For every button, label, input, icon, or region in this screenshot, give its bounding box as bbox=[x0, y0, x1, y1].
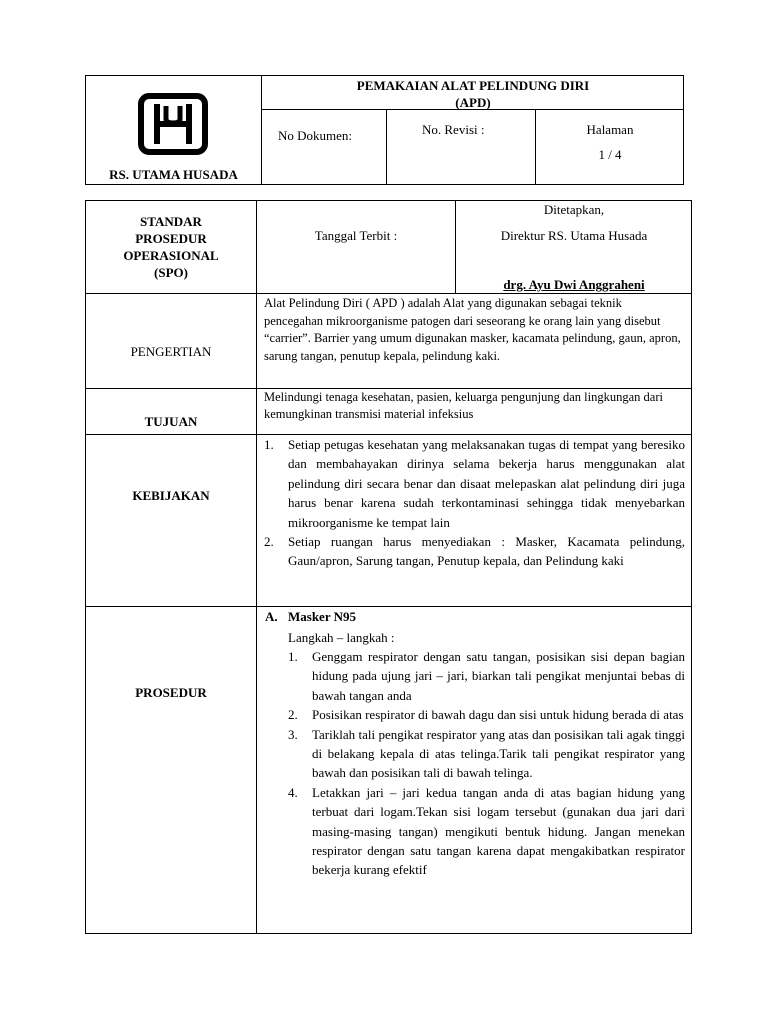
document-title bbox=[262, 77, 684, 111]
header-divider-v2 bbox=[386, 109, 387, 185]
prosedur-langkah: Langkah – langkah : bbox=[288, 630, 395, 645]
row-divider-1 bbox=[85, 293, 692, 294]
kebijakan-item-number: 1. bbox=[264, 437, 274, 452]
prosedur-sub-marker: A. bbox=[265, 609, 278, 624]
hospital-name: RS. UTAMA HUSADA bbox=[109, 167, 238, 182]
kebijakan-item-text: Setiap petugas kesehatan yang melaksanakan tugas di tempat yang beresiko dan membahayakan dirinya selama bekerja harus menggunakan alat pelindung diri secara benar dan disaat melepaskan alat pelindung diri juga harus benar karena sudah terkontaminasi sehingga tidak menyebarkan mikroorganisme ke tempat lain bbox=[288, 437, 685, 530]
kebijakan-label: KEBIJAKAN bbox=[132, 488, 210, 503]
halaman-label: Halaman bbox=[586, 122, 634, 137]
spo-label-line4: (SPO) bbox=[154, 265, 188, 280]
pengertian-text: Alat Pelindung Diri ( APD ) adalah Alat yang digunakan sebagai teknik pencegahan mikroorganisme patogen dari seseorang ke orang lain yang disebut “carrier”. Barrier yang umum digunakan masker, kacamata pelindung, gaun, apron, sarung tangan, penutup kepala, pelindung kaki. bbox=[264, 296, 681, 363]
prosedur-step-number: 1. bbox=[288, 649, 298, 664]
row-divider-4 bbox=[85, 606, 692, 607]
tanggal-terbit-label: Tanggal Terbit : bbox=[314, 228, 398, 243]
prosedur-step-text: Tariklah tali pengikat respirator yang atas dan posisikan tali agak tinggi di belakang kepala di atas telinga.Tarik tali pengikat respirator yang bawah dan posisikan tali di bawah telinga. bbox=[312, 726, 685, 781]
prosedur-sub-title: Masker N95 bbox=[288, 609, 357, 624]
prosedur-list bbox=[288, 647, 685, 880]
no-revisi-label: No. Revisi : bbox=[422, 122, 485, 137]
spo-label-line2: PROSEDUR bbox=[135, 231, 207, 246]
no-dokumen-label: No Dokumen: bbox=[278, 128, 353, 143]
prosedur-step-text: Genggam respirator dengan satu tangan, posisikan sisi depan bagian hidung pada ujung jari – jari, biarkan tali pengikat menjuntai bebas di bawah tangan anda bbox=[312, 649, 685, 703]
spo-label-line3: OPERASIONAL bbox=[123, 248, 219, 263]
prosedur-step-text: Letakkan jari – jari kedua tangan anda di atas bagian hidung yang terbuat dari logam.Tekan sisi logam tersebut (gunakan dua jari dari masing-masing tangan) mengikuti bentuk hidung. Jangan menekan respirator dengan satu tangan karena dapat mengakibatkan respirator bekerja kurang efektif bbox=[312, 784, 685, 878]
kebijakan-list bbox=[264, 435, 685, 571]
kebijakan-item bbox=[264, 532, 685, 571]
pengertian-label: PENGERTIAN bbox=[130, 344, 212, 359]
prosedur-step bbox=[288, 725, 685, 783]
hospital-logo bbox=[137, 93, 209, 155]
spo-label-line1: STANDAR bbox=[140, 214, 202, 229]
spo-label bbox=[86, 213, 256, 281]
prosedur-step bbox=[288, 705, 685, 724]
kebijakan-item-text: Setiap ruangan harus menyediakan : Masker, Kacamata pelindung, Gaun/apron, Sarung tangan, Penutup kepala, dan Pelindung kaki bbox=[288, 534, 685, 569]
ditetapkan-label: Ditetapkan, bbox=[543, 202, 605, 217]
tujuan-text: Melindungi tenaga kesehatan, pasien, keluarga pengunjung dan lingkungan dari kemungkinan transmisi material infeksius bbox=[264, 390, 663, 421]
prosedur-label: PROSEDUR bbox=[135, 685, 207, 700]
halaman-value: 1 / 4 bbox=[598, 147, 622, 162]
kebijakan-item-number: 2. bbox=[264, 534, 274, 550]
document-title-line2: (APD) bbox=[455, 95, 491, 110]
tujuan-label: TUJUAN bbox=[144, 414, 198, 429]
prosedur-step-text: Posisikan respirator di bawah dagu dan sisi untuk hidung berada di atas bbox=[312, 707, 684, 723]
direktur-name: drg. Ayu Dwi Anggraheni bbox=[503, 277, 645, 292]
document-title-line1: PEMAKAIAN ALAT PELINDUNG DIRI bbox=[356, 78, 590, 93]
prosedur-step-number: 4. bbox=[288, 784, 298, 800]
prosedur-step-number: 2. bbox=[288, 707, 298, 723]
main-col-divider bbox=[256, 200, 257, 934]
prosedur-step-number: 3. bbox=[288, 726, 298, 742]
prosedur-step bbox=[288, 783, 685, 880]
direktur-label: Direktur RS. Utama Husada bbox=[500, 228, 648, 243]
kebijakan-item bbox=[264, 435, 685, 532]
prosedur-step bbox=[288, 647, 685, 705]
